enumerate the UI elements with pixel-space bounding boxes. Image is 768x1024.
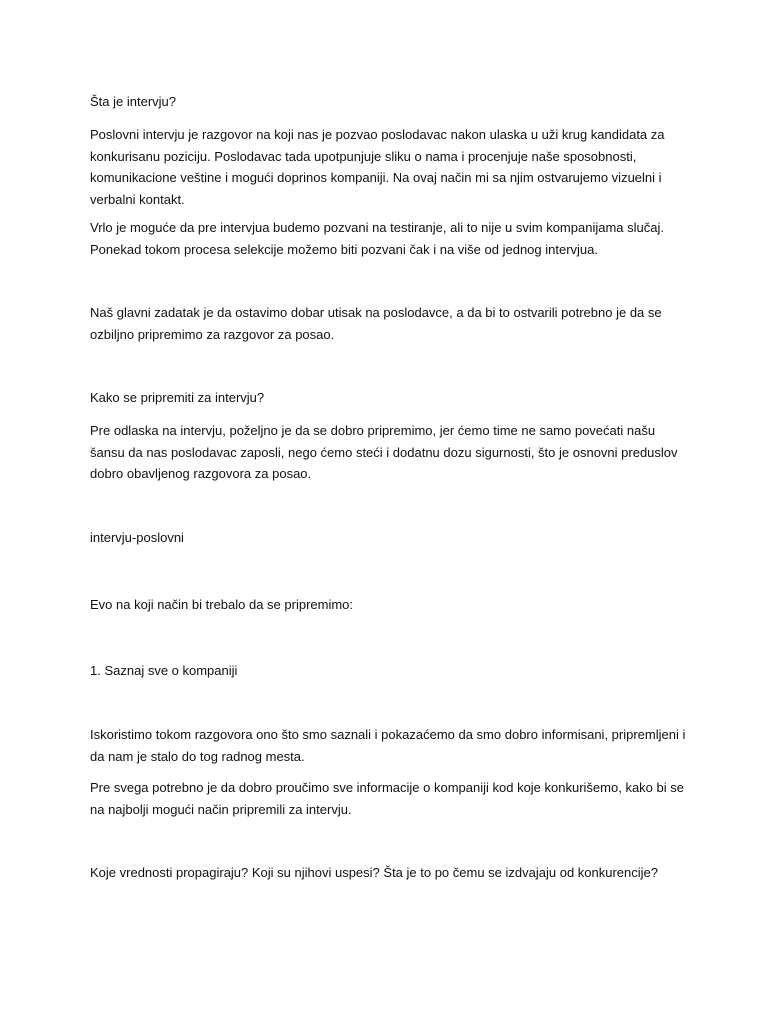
prepare-paragraph: Pre odlaska na intervju, poželjno je da se dobro pripremimo, jer ćemo time ne samo povećati našu šansu da nas poslodavac zaposli, nego ćemo steći i dodatnu dozu sigurnosti, što je osnovni preduslov dobro obavljenog razgovora za posao. — [90, 423, 678, 481]
testing-paragraph: Vrlo je moguće da pre intervjua budemo pozvani na testiranje, ali to nije u svim kompanijama slučaj. Ponekad tokom procesa selekcije možemo biti pozvani čak i na više od jednog intervjua. — [90, 220, 664, 257]
use-knowledge-paragraph: Iskoristimo tokom razgovora ono što smo saznali i pokazaćemo da smo dobro informisani, pripremljeni i da nam je stalo do tog radnog mesta. — [90, 727, 686, 764]
heading-what-is-interview: Šta je intervju? — [90, 94, 176, 109]
company-questions: Koje vrednosti propagiraju? Koji su njihovi uspesi? Šta je to po čemu se izdvajaju od konkurencije? — [90, 865, 659, 880]
intro-paragraph: Poslovni intervju je razgovor na koji nas je pozvao poslodavac nakon ulaska u uži krug kandidata za konkurisanu poziciju. Poslodavac tada upotpunjuje sliku o nama i procenjuje naše sposobnosti, komunikacione veštine i mogući doprinos kompaniji. Na ovaj način mi sa njim ostvarujemo vizuelni i verbalni kontakt. — [90, 127, 665, 207]
how-we-should-prepare: Evo na koji način bi trebalo da se pripremimo: — [90, 597, 354, 612]
study-company-paragraph: Pre svega potrebno je da dobro proučimo sve informacije o kompaniji kod koje konkurišemo, kako bi se na najbolji mogući način pripremili za intervju. — [90, 780, 684, 817]
main-task-paragraph: Naš glavni zadatak je da ostavimo dobar utisak na poslodavce, a da bi to ostvarili potrebno je da se ozbiljno pripremimo za razgovor za posao. — [90, 305, 662, 342]
image-caption: intervju-poslovni — [90, 530, 184, 545]
heading-how-to-prepare: Kako se pripremiti za intervju? — [90, 390, 265, 405]
step-one-heading: 1. Saznaj sve o kompaniji — [90, 663, 238, 678]
